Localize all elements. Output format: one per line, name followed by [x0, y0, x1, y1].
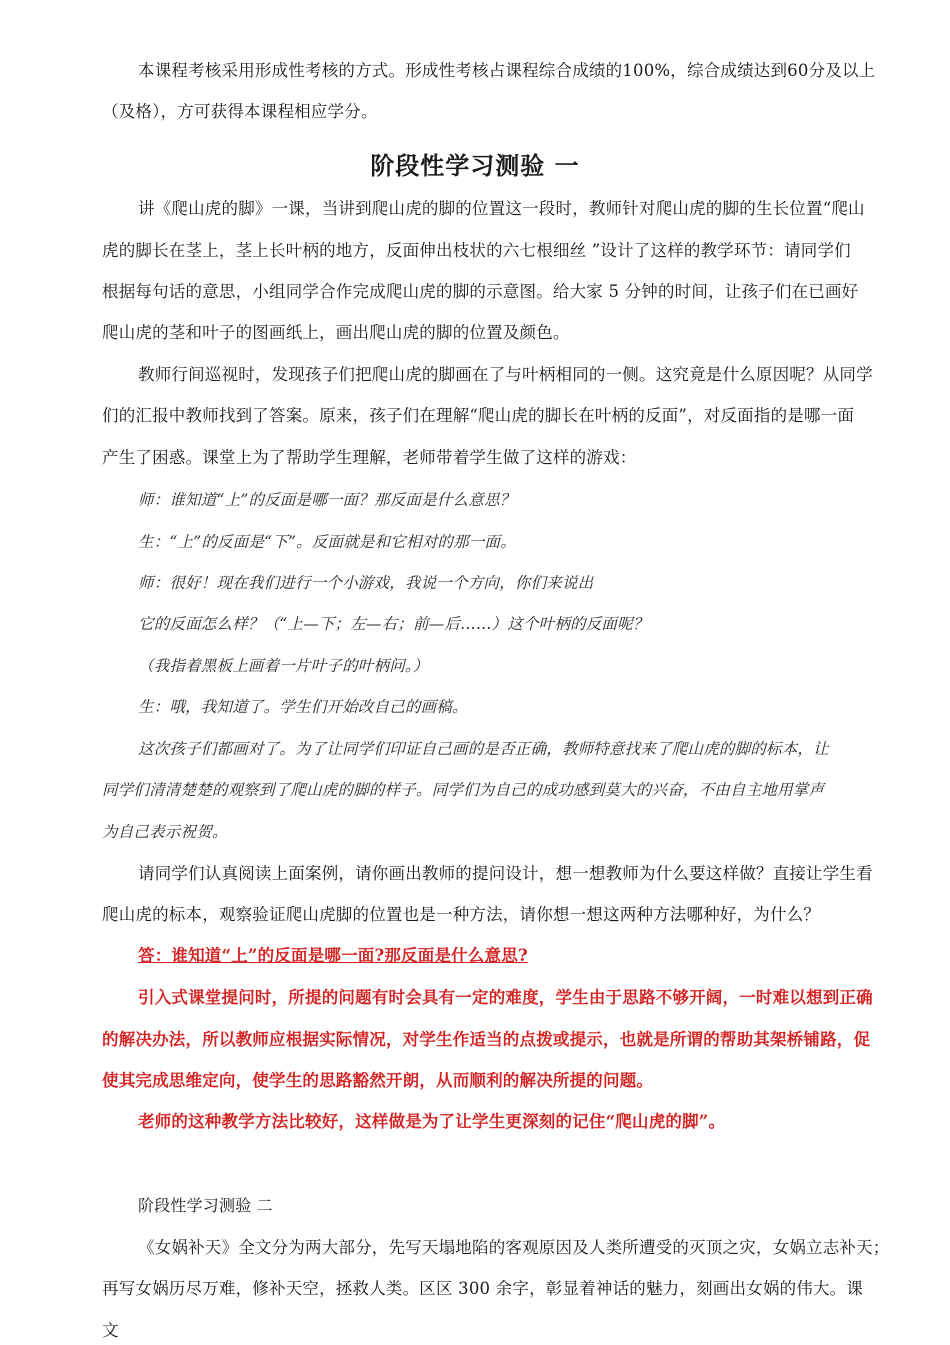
answer-para-line-3: 使其完成思维定向，使学生的思路豁然开朗，从而顺利的解决所提的问题。 — [102, 1071, 654, 1090]
intro-line-1: 本课程考核采用形成性考核的方式。形成性考核占课程综合成绩的100%，综合成绩达到60分及以上 — [138, 61, 876, 80]
dialogue-line-1: 师：谁知道“上”的反面是哪一面？那反面是什么意思？ — [138, 491, 516, 509]
case-para2-line-2: 们的汇报中教师找到了答案。原来，孩子们在理解“爬山虎的脚长在叶柄的反面”，对反面指的是哪一面 — [102, 406, 855, 425]
question-line-2: 爬山虎的标本，观察验证爬山虎脚的位置也是一种方法，请你想一想这两种方法哪种好，为什么？ — [102, 905, 821, 924]
answer-para-line-2: 的解决办法，所以教师应根据实际情况，对学生作适当的点拨或提示，也就是所谓的帮助其架桥铺路，促 — [102, 1030, 871, 1049]
answer-conclusion: 老师的这种教学方法比较好，这样做是为了让学生更深刻的记住“爬山虎的脚”。 — [138, 1112, 726, 1131]
section2-para-line-3: 文 — [102, 1321, 119, 1340]
section-1-title: 阶段性学习测验 一 — [370, 151, 580, 180]
result-para-line-1: 这次孩子们都画对了。为了让同学们印证自己画的是否正确，教师特意找来了爬山虎的脚的标本，让 — [138, 740, 829, 758]
dialogue-line-2: 生：“上”的反面是“下”。反面就是和它相对的那一面。 — [138, 533, 516, 551]
case-para1-line-3: 根据每句话的意思，小组同学合作完成爬山虎的脚的示意图。给大家 5 分钟的时间，让孩子们在已画好 — [102, 282, 859, 301]
dialogue-line-4: 它的反面怎么样？（“上—下；左—右；前—后……）这个叶柄的反面呢？ — [138, 615, 649, 633]
question-line-1: 请同学们认真阅读上面案例，请你画出教师的提问设计，想一想教师为什么要这样做？直接让学生看 — [138, 864, 873, 883]
case-para1-line-4: 爬山虎的茎和叶子的图画纸上，画出爬山虎的脚的位置及颜色。 — [102, 323, 570, 342]
section2-para-line-2: 再写女娲历尽万难，修补天空，拯救人类。区区 300 余字，彰显着神话的魅力，刻画出女娲的伟大。课 — [102, 1279, 864, 1298]
section2-para-line-1: 《女娲补天》全文分为两大部分，先写天塌地陷的客观原因及人类所遭受的灭顶之灾，女娲立志补天； — [138, 1238, 890, 1257]
section-2-title: 阶段性学习测验 二 — [138, 1196, 273, 1215]
case-para2-line-1: 教师行间巡视时，发现孩子们把爬山虎的脚画在了与叶柄相同的一侧。这究竟是什么原因呢？从同学 — [138, 365, 873, 384]
intro-line-2: （及格），方可获得本课程相应学分。 — [102, 102, 378, 121]
dialogue-line-5: （我指着黑板上画着一片叶子的叶柄问。） — [138, 657, 429, 675]
result-para-line-3: 为自己表示祝贺。 — [102, 823, 228, 841]
result-para-line-2: 同学们清清楚楚的观察到了爬山虎的脚的样子。同学们为自己的成功感到莫大的兴奋，不由自主地用掌声 — [102, 781, 825, 799]
case-para1-line-2: 虎的脚长在茎上，茎上长叶柄的地方，反面伸出枝状的六七根细丝 ”设计了这样的教学环节：请同学们 — [102, 241, 851, 260]
case-para1-line-1: 讲《爬山虎的脚》一课，当讲到爬山虎的脚的位置这一段时，教师针对爬山虎的脚的生长位置“爬山 — [138, 199, 865, 218]
answer-para-line-1: 引入式课堂提问时，所提的问题有时会具有一定的难度，学生由于思路不够开阔，一时难以想到正确 — [138, 988, 873, 1007]
dialogue-line-6: 生：哦，我知道了。学生们开始改自己的画稿。 — [138, 698, 468, 716]
case-para2-line-3: 产生了困惑。课堂上为了帮助学生理解，老师带着学生做了这样的游戏： — [102, 448, 637, 467]
dialogue-line-3: 师：很好！现在我们进行一个小游戏，我说一个方向，你们来说出 — [138, 574, 594, 592]
answer-first-line: 答：谁知道“上”的反面是哪一面?那反面是什么意思? — [138, 946, 528, 965]
